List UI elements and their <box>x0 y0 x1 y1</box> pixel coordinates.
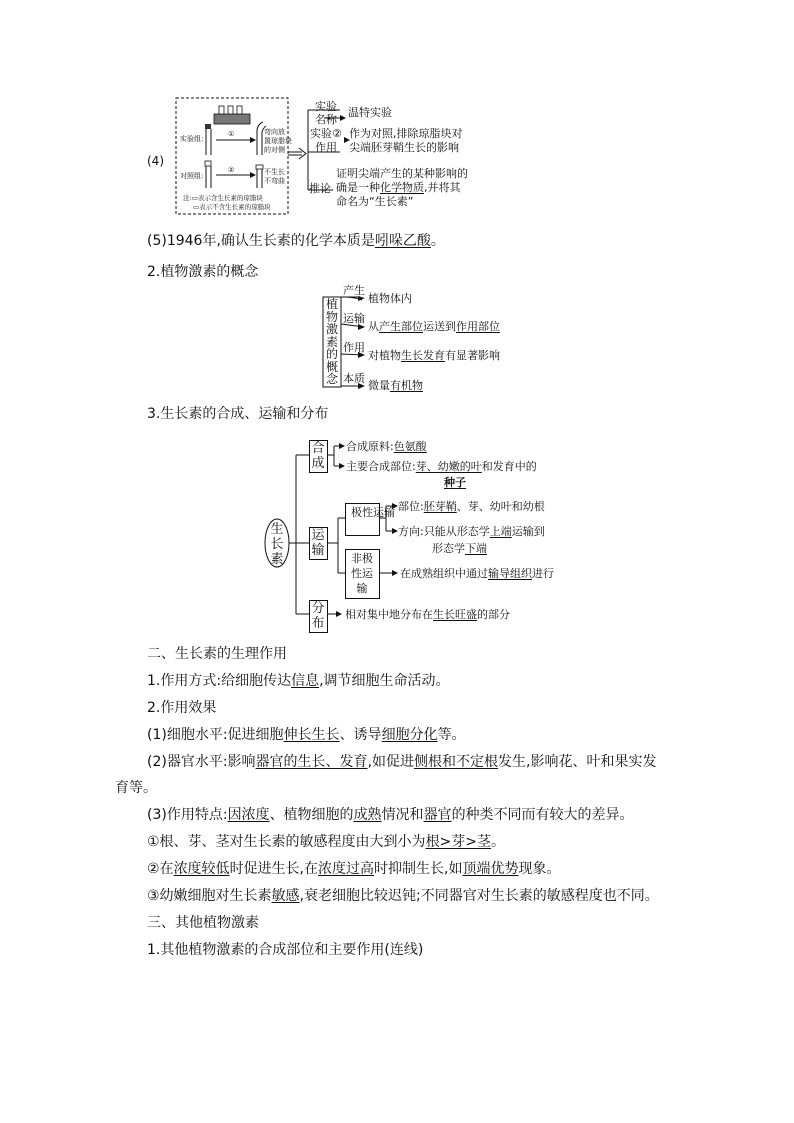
infer-key: 推论 <box>309 182 331 195</box>
ctrl-result-2: 不弯曲 <box>264 177 285 185</box>
heading-3: 3.生长素的合成、运输和分布 <box>147 406 329 422</box>
exp-name-key-1: 实验 <box>315 100 337 113</box>
exp2-value-1: 作为对照,排除琼脂块对 <box>349 127 463 140</box>
exp2-key-1: 实验② <box>310 127 342 140</box>
exp-result-2: 置琼脂块 <box>264 137 292 145</box>
exp-result-1: 弯向放 <box>264 128 285 136</box>
exp-result-3: 的对侧 <box>264 146 285 154</box>
exp-circle-1: ① <box>228 130 235 138</box>
line-9: 1.其他植物激素的合成部位和主要作用(连线) <box>147 942 424 958</box>
line-3: (1)细胞水平:促进细胞伸长生长、诱导细胞分化等。 <box>147 727 466 743</box>
heading-2: 2.植物激素的概念 <box>147 264 259 280</box>
concept-key-transport: 运输 <box>343 312 365 325</box>
synth-site-2: 种子 <box>444 476 466 489</box>
line-2: 2.作用效果 <box>147 700 217 716</box>
line-5: (3)作用特点:因浓度、植物细胞的成熟情况和器官的种类不同而有较大的差异。 <box>147 807 634 823</box>
infer-value-1: 证明尖端产生的某种影响的 <box>336 167 468 180</box>
line-6: ①根、芽、茎对生长素的敏感程度由大到小为根>芽>茎。 <box>147 834 506 850</box>
infer-value-2: 确是一种化学物质,并将其 <box>336 181 461 194</box>
paragraph-5: (5)1946年,确认生长素的化学本质是吲哚乙酸。 <box>147 233 445 249</box>
concept-key-effect: 作用 <box>343 341 365 354</box>
nonpolar-desc: 在成熟组织中通过输导组织进行 <box>400 567 554 580</box>
item-label: (4) <box>147 154 164 168</box>
concept-center: 植物激素的概念 <box>325 297 338 386</box>
polar-part: 部位:胚芽鞘、芽、幼叶和幼根 <box>398 500 545 513</box>
line-4-cont: 育等。 <box>115 780 157 796</box>
polar-label-1: 极性运输 <box>351 506 395 519</box>
section-2-heading: 二、生长素的生理作用 <box>147 646 287 662</box>
line-7: ②在浓度较低时促进生长,在浓度过高时抑制生长,如顶端优势现象。 <box>147 861 561 877</box>
concept-key-produce: 产生 <box>343 284 365 297</box>
concept-val-produce: 植物体内 <box>368 292 412 305</box>
ctrl-circle-2: ② <box>228 166 235 174</box>
ctrl-result-1: 不生长 <box>264 168 285 176</box>
synth-raw: 合成原料:色氨酸 <box>346 440 427 453</box>
line-4: (2)器官水平:影响器官的生长、发育,如促进侧根和不定根发生,影响花、叶和果实发 <box>147 754 657 770</box>
concept-val-effect: 对植物生长发育有显著影响 <box>368 349 500 362</box>
exp-group-label: 实验组: <box>180 135 204 143</box>
legend-note-1: 注:▭表示含生长素的琼脂块 <box>183 194 263 202</box>
nonpolar-label: 非极性运输 <box>351 552 373 595</box>
label-synthesis: 合成 <box>311 441 325 471</box>
distribution-desc: 相对集中地分布在生长旺盛的部分 <box>345 608 510 621</box>
line-8: ③幼嫩细胞对生长素敏感,衰老细胞比较迟钝;不同器官对生长素的敏感程度也不同。 <box>147 888 659 904</box>
auxin-center: 生长素 <box>270 522 284 567</box>
exp-name-key-2: 名称 <box>315 113 337 126</box>
infer-value-3: 命名为“生长素” <box>336 195 414 208</box>
label-transport: 运输 <box>311 528 325 558</box>
polar-direction-2: 形态学下端 <box>432 542 487 555</box>
concept-val-nature: 微量有机物 <box>368 379 423 392</box>
exp-name-value: 温特实验 <box>348 106 392 119</box>
section-3-heading: 三、其他植物激素 <box>147 915 259 931</box>
legend-note-2: ▭表示不含生长素的琼脂块 <box>193 203 271 211</box>
concept-val-transport: 从产生部位运送到作用部位 <box>368 320 500 333</box>
line-1: 1.作用方式:给细胞传达信息,调节细胞生命活动。 <box>147 673 450 689</box>
ctrl-group-label: 对照组: <box>180 172 204 180</box>
synth-site: 主要合成部位:芽、幼嫩的叶和发育中的 <box>346 460 537 473</box>
label-distribution: 分布 <box>311 601 325 631</box>
polar-direction: 方向:只能从形态学上端运输到 <box>398 525 545 538</box>
exp2-key-2: 作用 <box>315 141 337 154</box>
concept-key-nature: 本质 <box>343 372 365 385</box>
exp2-value-2: 尖端胚芽鞘生长的影响 <box>349 141 459 154</box>
